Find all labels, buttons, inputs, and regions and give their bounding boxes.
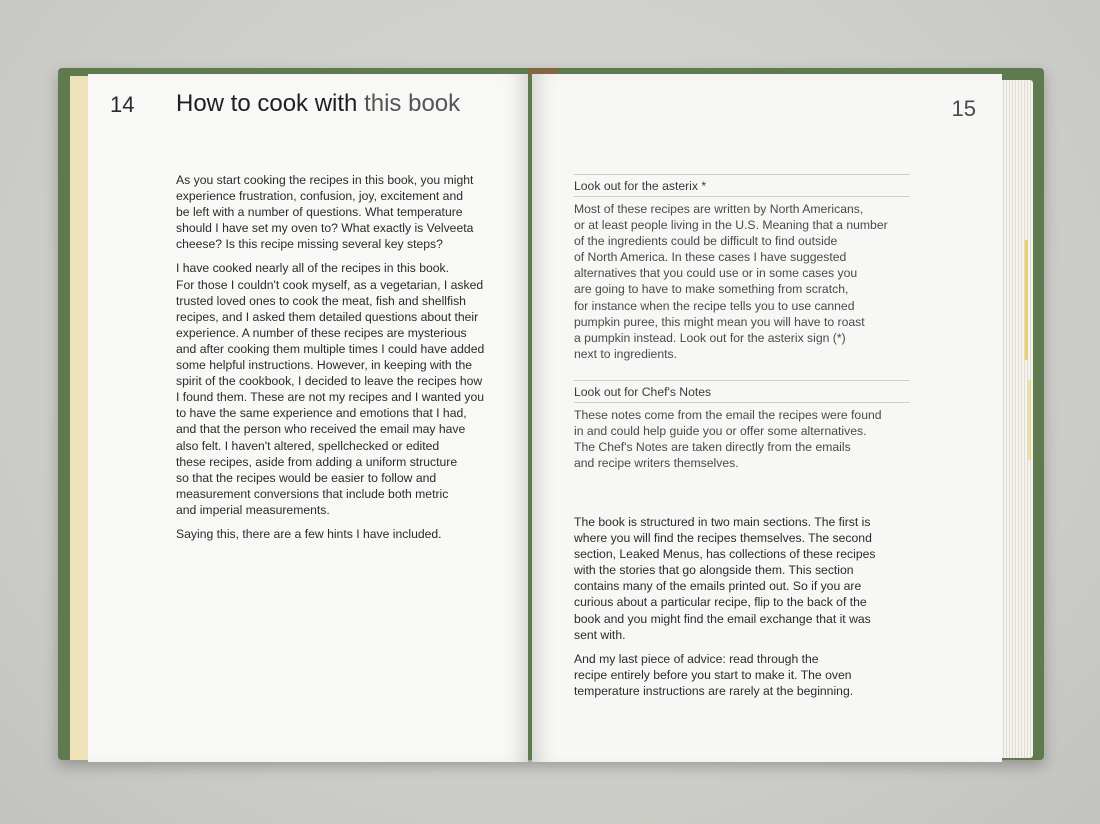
right-body — [574, 514, 914, 707]
paragraph: And my last piece of advice: read through the recipe entirely before you start to make it. The oven temperature instructions are rarely at the beginning. — [574, 651, 854, 698]
right-page — [532, 74, 1002, 762]
title-main: How to cook with — [176, 90, 358, 117]
page-title — [176, 90, 460, 118]
section-heading: Look out for the asterix * — [574, 174, 910, 197]
title-light: this book — [364, 90, 461, 117]
section-chefs-notes — [574, 380, 910, 471]
paragraph: As you start cooking the recipes in this book, you might experience frustration, confusion, joy, excitement and be left with a number of questions. What temperature should I have set my oven to? What exactly is Velveeta cheese? Is this recipe missing several key steps? — [176, 173, 474, 252]
left-page — [88, 74, 528, 762]
section-asterix — [574, 174, 910, 362]
paragraph: Saying this, there are a few hints I have included. — [176, 526, 442, 541]
paragraph: I have cooked nearly all of the recipes in this book. For those I couldn't cook myself, as a vegetarian, I asked trusted loved ones to cook the meat, fish and shellfish recipes, and I asked them detailed questions about their experience. A number of these recipes are mysterious and after cooking them multiple times I could have added some helpful instructions. However, in keeping with the spirit of the cookbook, I decided to leave the recipes how I found them. These are not my recipes and I wanted you to have the same experience and emotions that I had, and that the person who received the email may have also felt. I haven't altered, spellchecked or edited these recipes, aside from adding a uniform structure so that the recipes would be easier to follow and measurement conversions that include both metric and imperial measurements. — [176, 261, 485, 517]
section-body: These notes come from the email the recipes were found in and could help guide you or offer some alternatives. The Chef's Notes are taken directly from the emails and recipe writers themselves. — [574, 408, 882, 471]
page-number-left: 14 — [110, 92, 135, 117]
left-body — [176, 172, 516, 550]
paragraph: The book is structured in two main sections. The first is where you will find the recipes themselves. The second section, Leaked Menus, has collections of these recipes with the stories that go alongside them. This section contains many of the emails printed out. So if you are curious about a particular recipe, flip to the back of the book and you might find the email exchange that it was sent with. — [574, 515, 876, 642]
page-number-right: 15 — [951, 96, 976, 121]
section-heading: Look out for Chef's Notes — [574, 380, 910, 403]
section-body: Most of these recipes are written by North Americans, or at least people living in the U.S. Meaning that a number of the ingredients could be difficult to find outside of North America. In these cases I have suggested alternatives that you could use or in some cases you are going to have to make something from scratch, for instance when the recipe tells you to use canned pumpkin puree, this might mean you will have to roast a pumpkin instead. Look out for the asterix sign (*) next to ingredients. — [574, 202, 888, 361]
